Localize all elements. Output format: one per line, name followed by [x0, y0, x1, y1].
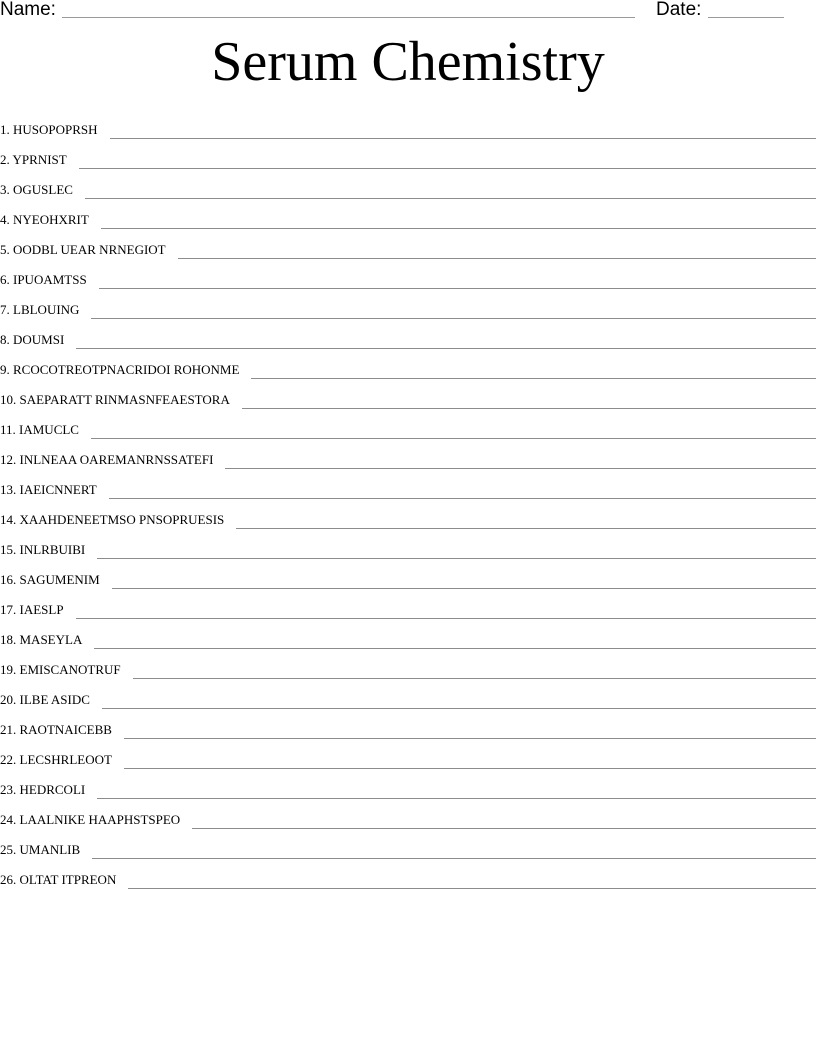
scrambled-word: IAMUCLC — [19, 422, 79, 437]
name-field[interactable] — [62, 17, 635, 18]
scrambled-word: RCOCOTREOTPNACRIDOI ROHONME — [13, 362, 240, 377]
question-number: 26. — [0, 872, 17, 887]
answer-line[interactable] — [92, 858, 816, 859]
scrambled-word: INLRBUIBI — [19, 542, 86, 557]
scrambled-word: HUSOPOPRSH — [13, 122, 98, 137]
question-row — [0, 561, 816, 591]
question-row — [0, 681, 816, 711]
question-row — [0, 291, 816, 321]
question-row — [0, 831, 816, 861]
scrambled-word: EMISCANOTRUF — [19, 662, 121, 677]
question-text — [0, 871, 116, 891]
question-text — [0, 151, 67, 171]
question-text — [0, 811, 180, 831]
answer-line[interactable] — [91, 318, 816, 319]
date-label: Date: — [656, 0, 702, 20]
question-row — [0, 411, 816, 441]
question-number: 5. — [0, 242, 10, 257]
question-number: 21. — [0, 722, 17, 737]
question-text — [0, 331, 64, 351]
question-row — [0, 501, 816, 531]
question-row — [0, 471, 816, 501]
question-number: 7. — [0, 302, 10, 317]
question-number: 9. — [0, 362, 10, 377]
question-row — [0, 591, 816, 621]
question-text — [0, 181, 73, 201]
question-row — [0, 441, 816, 471]
question-text — [0, 421, 79, 441]
date-field[interactable] — [708, 17, 784, 18]
question-number: 15. — [0, 542, 17, 557]
scrambled-word: SAGUMENIM — [19, 572, 100, 587]
scrambled-word: NYEOHXRIT — [13, 212, 89, 227]
question-text — [0, 631, 82, 651]
answer-line[interactable] — [79, 168, 816, 169]
question-row — [0, 351, 816, 381]
question-row — [0, 381, 816, 411]
scrambled-word: ILBE ASIDC — [19, 692, 90, 707]
question-row — [0, 111, 816, 141]
question-text — [0, 301, 79, 321]
question-text — [0, 571, 100, 591]
answer-line[interactable] — [178, 258, 816, 259]
question-row — [0, 741, 816, 771]
question-row — [0, 261, 816, 291]
answer-line[interactable] — [109, 498, 816, 499]
question-row — [0, 711, 816, 741]
answer-line[interactable] — [97, 798, 816, 799]
scrambled-word: UMANLIB — [19, 842, 81, 857]
worksheet-header — [0, 0, 816, 22]
scrambled-word: LECSHRLEOOT — [19, 752, 112, 767]
question-number: 10. — [0, 392, 17, 407]
question-text — [0, 271, 87, 291]
name-label: Name: — [0, 0, 56, 20]
question-row — [0, 801, 816, 831]
question-number: 6. — [0, 272, 10, 287]
answer-line[interactable] — [124, 768, 816, 769]
question-row — [0, 141, 816, 171]
question-row — [0, 171, 816, 201]
answer-line[interactable] — [76, 348, 816, 349]
answer-line[interactable] — [251, 378, 816, 379]
scrambled-word: OLTAT ITPREON — [19, 872, 117, 887]
question-text — [0, 691, 90, 711]
scrambled-word: LBLOUING — [13, 302, 80, 317]
scrambled-word: YPRNIST — [12, 152, 67, 167]
question-number: 16. — [0, 572, 17, 587]
question-number: 19. — [0, 662, 17, 677]
question-row — [0, 231, 816, 261]
question-number: 17. — [0, 602, 17, 617]
question-list — [0, 111, 816, 891]
question-text — [0, 211, 89, 231]
answer-line[interactable] — [112, 588, 816, 589]
question-number: 23. — [0, 782, 17, 797]
scrambled-word: OODBL UEAR NRNEGIOT — [13, 242, 166, 257]
scrambled-word: IPUOAMTSS — [13, 272, 87, 287]
answer-line[interactable] — [128, 888, 816, 889]
answer-line[interactable] — [192, 828, 816, 829]
answer-line[interactable] — [102, 708, 816, 709]
question-text — [0, 781, 85, 801]
scrambled-word: SAEPARATT RINMASNFEAESTORA — [19, 392, 230, 407]
answer-line[interactable] — [101, 228, 816, 229]
question-number: 1. — [0, 122, 10, 137]
scrambled-word: INLNEAA OAREMANRNSSATEFI — [19, 452, 214, 467]
question-text — [0, 661, 121, 681]
question-row — [0, 621, 816, 651]
question-number: 11. — [0, 422, 16, 437]
question-text — [0, 541, 85, 561]
answer-line[interactable] — [133, 678, 816, 679]
question-text — [0, 121, 98, 141]
scrambled-word: DOUMSI — [13, 332, 65, 347]
question-row — [0, 531, 816, 561]
question-number: 24. — [0, 812, 17, 827]
question-row — [0, 201, 816, 231]
answer-line[interactable] — [236, 528, 816, 529]
question-number: 20. — [0, 692, 17, 707]
question-number: 25. — [0, 842, 17, 857]
scrambled-word: OGUSLEC — [13, 182, 73, 197]
question-number: 4. — [0, 212, 10, 227]
question-text — [0, 451, 213, 471]
question-text — [0, 841, 80, 861]
question-text — [0, 391, 230, 411]
question-row — [0, 771, 816, 801]
scrambled-word: RAOTNAICEBB — [19, 722, 112, 737]
scrambled-word: HEDRCOLI — [19, 782, 86, 797]
page-title: Serum Chemistry — [211, 31, 605, 93]
question-number: 3. — [0, 182, 10, 197]
scrambled-word: LAALNIKE HAAPHSTSPEO — [19, 812, 181, 827]
question-number: 8. — [0, 332, 10, 347]
answer-line[interactable] — [225, 468, 816, 469]
question-number: 2. — [0, 152, 10, 167]
question-text — [0, 361, 239, 381]
answer-line[interactable] — [242, 408, 816, 409]
scrambled-word: IAEICNNERT — [19, 482, 97, 497]
question-number: 22. — [0, 752, 17, 767]
question-row — [0, 861, 816, 891]
question-number: 13. — [0, 482, 17, 497]
answer-line[interactable] — [99, 288, 816, 289]
question-text — [0, 601, 64, 621]
question-row — [0, 321, 816, 351]
answer-line[interactable] — [85, 198, 816, 199]
scrambled-word: IAESLP — [19, 602, 64, 617]
question-text — [0, 721, 112, 741]
question-number: 18. — [0, 632, 17, 647]
question-text — [0, 241, 166, 261]
question-number: 14. — [0, 512, 17, 527]
answer-line[interactable] — [97, 558, 816, 559]
question-row — [0, 651, 816, 681]
answer-line[interactable] — [91, 438, 816, 439]
answer-line[interactable] — [124, 738, 816, 739]
answer-line[interactable] — [110, 138, 816, 139]
scrambled-word: MASEYLA — [19, 632, 83, 647]
scrambled-word: XAAHDENEETMSO PNSOPRUESIS — [19, 512, 225, 527]
question-text — [0, 751, 112, 771]
question-text — [0, 511, 224, 531]
answer-line[interactable] — [76, 618, 816, 619]
question-text — [0, 481, 97, 501]
question-number: 12. — [0, 452, 17, 467]
answer-line[interactable] — [94, 648, 816, 649]
